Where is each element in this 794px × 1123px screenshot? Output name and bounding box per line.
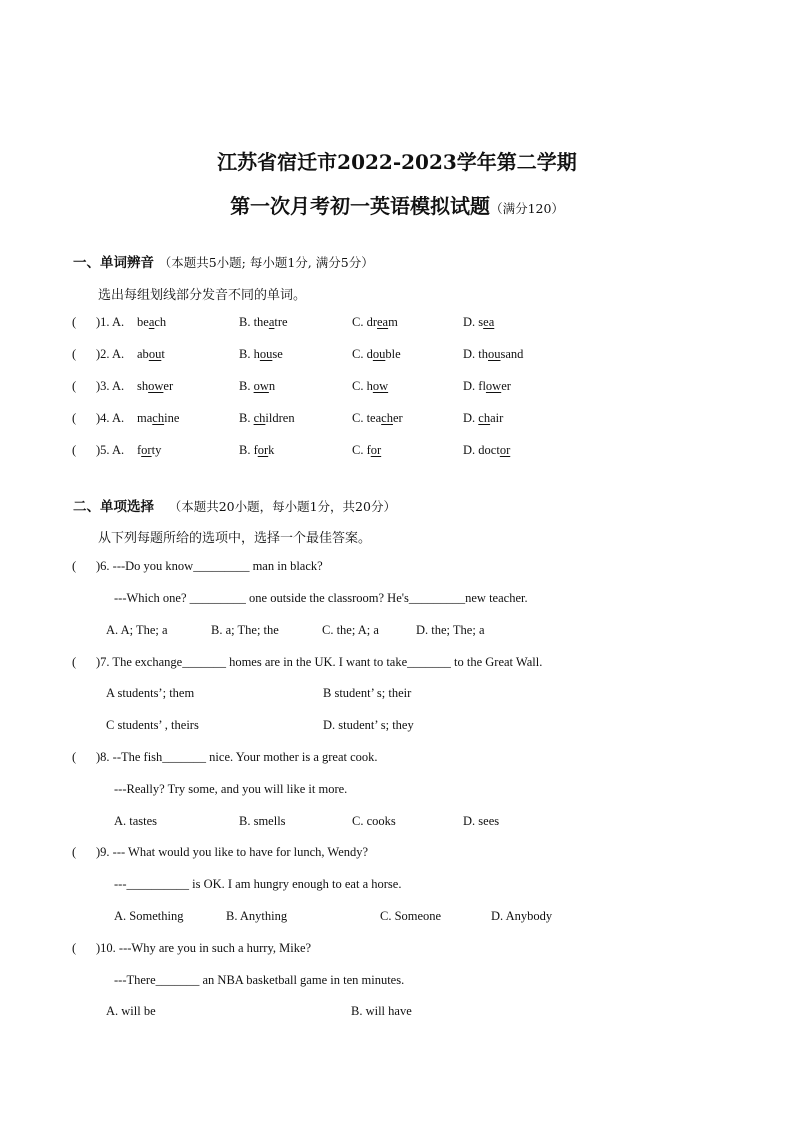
option-text-after: air — [490, 411, 504, 425]
option-a[interactable] — [137, 443, 161, 458]
underlined-sound: ow — [148, 379, 164, 393]
option-b[interactable] — [239, 347, 283, 362]
question-8-option-a[interactable]: A. tastes — [114, 814, 158, 828]
underlined-sound: ch — [381, 411, 393, 425]
option-text-after: sand — [500, 347, 524, 361]
option-d[interactable] — [463, 315, 494, 330]
option-text-after: ine — [164, 411, 180, 425]
option-text-after: tre — [274, 315, 288, 329]
option-a[interactable] — [137, 315, 166, 330]
exam-title-line2 — [0, 190, 794, 219]
option-b[interactable] — [239, 411, 295, 426]
option-text-after: ch — [154, 315, 167, 329]
option-text-before: C. d — [352, 347, 373, 361]
answer-paren: ( — [72, 845, 77, 859]
option-text-before: f — [137, 443, 142, 457]
option-text-before: B. f — [239, 443, 258, 457]
answer-paren: ( — [72, 411, 77, 425]
underlined-sound: a — [148, 315, 155, 329]
question-7-option-b[interactable]: B student’ s; their — [323, 686, 412, 700]
option-text-before: B. the — [239, 315, 269, 329]
option-text-after: er — [501, 379, 511, 393]
underlined-sound: ou — [259, 347, 273, 361]
option-text-after: t — [161, 347, 165, 361]
question-7-option-a[interactable]: A students’; them — [106, 686, 195, 700]
option-text-before: C. tea — [352, 411, 382, 425]
option-d[interactable] — [463, 379, 511, 394]
option-text-after: k — [268, 443, 275, 457]
option-text-before: be — [137, 315, 149, 329]
question-9-option-d[interactable]: D. Anybody — [491, 909, 553, 923]
question-6-option-c[interactable]: C. the; A; a — [322, 623, 379, 637]
question-9-stem: )9. --- What would you like to have for lunch, Wendy? — [96, 845, 369, 859]
underlined-sound: a — [268, 315, 275, 329]
option-b[interactable] — [239, 379, 275, 394]
option-a[interactable] — [137, 411, 179, 426]
option-c[interactable] — [352, 379, 388, 394]
question-10-option-a[interactable]: A. will be — [106, 1004, 156, 1018]
pronunciation-question-5 — [0, 443, 794, 463]
question-8-option-b[interactable]: B. smells — [239, 814, 286, 828]
underlined-sound: or — [499, 443, 511, 457]
pronunciation-question-3 — [0, 379, 794, 399]
option-text-after: ble — [385, 347, 401, 361]
option-text-after: ty — [151, 443, 162, 457]
option-text-before: D. th — [463, 347, 488, 361]
question-8-option-d[interactable]: D. sees — [463, 814, 500, 828]
question-8-line2: ---Really? Try some, and you will like it more. — [114, 782, 348, 796]
question-9-line2: ---__________ is OK. I am hungry enough to eat a horse. — [114, 877, 402, 891]
underlined-sound: ch — [478, 411, 491, 425]
option-c[interactable] — [352, 347, 401, 362]
section1-instruction: 选出每组划线部分发音不同的单词。 — [98, 288, 307, 303]
question-6-option-b[interactable]: B. a; The; the — [211, 623, 279, 637]
option-b[interactable] — [239, 443, 274, 458]
question-7-stem: )7. The exchange_______ homes are in the UK. I want to take_______ to the Great Wall. — [96, 655, 543, 669]
option-text-after: er — [392, 411, 403, 425]
section2-note: （本题共20小题，每小题1分，共20分） — [168, 499, 396, 514]
option-d[interactable] — [463, 411, 503, 426]
section1-title: 一、单词辨音 — [73, 255, 154, 271]
question-8-stem: )8. --The fish_______ nice. Your mother is a great cook. — [96, 750, 378, 764]
underlined-sound: ea — [377, 315, 389, 329]
option-d[interactable] — [463, 347, 523, 362]
option-b[interactable] — [239, 315, 288, 330]
option-text-before: B. h — [239, 347, 260, 361]
option-text-before: ma — [137, 411, 153, 425]
underlined-sound: ou — [148, 347, 162, 361]
section2-heading — [73, 495, 396, 515]
question-10-option-b[interactable]: B. will have — [351, 1004, 412, 1018]
question-number: )3. A. — [96, 379, 125, 393]
section1-heading — [73, 251, 374, 271]
answer-paren: ( — [72, 379, 77, 393]
option-a[interactable] — [137, 347, 165, 362]
underlined-sound: ea — [483, 315, 495, 329]
underlined-sound: ou — [488, 347, 501, 361]
question-9-option-c[interactable]: C. Someone — [380, 909, 442, 923]
answer-paren: ( — [72, 315, 77, 329]
underlined-sound: ch — [253, 411, 266, 425]
option-a[interactable] — [137, 379, 173, 394]
answer-paren: ( — [72, 655, 77, 669]
option-text-after: m — [388, 315, 398, 329]
underlined-sound: or — [141, 443, 152, 457]
question-7-option-d[interactable]: D. student’ s; they — [323, 718, 414, 732]
exam-total-score: （满分120） — [490, 201, 564, 216]
option-text-before: D. doct — [463, 443, 500, 457]
option-text-after: ildren — [265, 411, 295, 425]
underlined-sound: or — [257, 443, 269, 457]
answer-paren: ( — [72, 347, 77, 361]
underlined-sound: or — [370, 443, 382, 457]
answer-paren: ( — [72, 750, 77, 764]
option-text-before: C. dr — [352, 315, 377, 329]
option-text-before: D. s — [463, 315, 484, 329]
option-text-before: C. h — [352, 379, 373, 393]
option-text-after: n — [268, 379, 276, 393]
question-9-option-b[interactable]: B. Anything — [226, 909, 288, 923]
question-10-line2: ---There_______ an NBA basketball game in ten minutes. — [114, 973, 405, 987]
question-number: )2. A. — [96, 347, 125, 361]
pronunciation-question-4 — [0, 411, 794, 431]
underlined-sound: ow — [485, 379, 502, 393]
question-number: )5. A. — [96, 443, 125, 457]
answer-paren: ( — [72, 443, 77, 457]
section2-title: 二、单项选择 — [73, 499, 154, 515]
question-6-stem: )6. ---Do you know_________ man in black? — [96, 559, 323, 573]
question-number: )4. A. — [96, 411, 125, 425]
option-text-before: D. — [463, 411, 479, 425]
option-text-before: B. — [239, 411, 254, 425]
option-c[interactable] — [352, 315, 398, 330]
question-number: )1. A. — [96, 315, 125, 329]
option-d[interactable] — [463, 443, 510, 458]
option-text-after: se — [272, 347, 283, 361]
answer-paren: ( — [72, 941, 77, 955]
exam-title-line1: 江苏省宿迁市2022-2023学年第二学期 — [217, 150, 577, 174]
question-10-stem: )10. ---Why are you in such a hurry, Mike? — [96, 941, 312, 955]
exam-title-main: 第一次月考初一英语模拟试题 — [230, 194, 491, 218]
question-6-option-a[interactable]: A. A; The; a — [106, 623, 168, 637]
pronunciation-question-1 — [0, 315, 794, 335]
underlined-sound: ch — [152, 411, 165, 425]
option-text-before: ab — [137, 347, 149, 361]
question-9-option-a[interactable]: A. Something — [114, 909, 184, 923]
option-c[interactable] — [352, 443, 381, 458]
option-text-before: sh — [137, 379, 149, 393]
section2-instruction: 从下列每题所给的选项中，选择一个最佳答案。 — [98, 531, 372, 546]
option-text-after: er — [163, 379, 174, 393]
question-6-option-d[interactable]: D. the; The; a — [416, 623, 485, 637]
underlined-sound: ow — [253, 379, 269, 393]
option-text-before: C. f — [352, 443, 371, 457]
question-8-option-c[interactable]: C. cooks — [352, 814, 396, 828]
option-text-before: D. fl — [463, 379, 486, 393]
option-c[interactable] — [352, 411, 403, 426]
pronunciation-question-2 — [0, 347, 794, 367]
question-7-option-c[interactable]: C students’ , theirs — [106, 718, 199, 732]
option-text-before: B. — [239, 379, 254, 393]
underlined-sound: ou — [372, 347, 386, 361]
underlined-sound: ow — [372, 379, 389, 393]
answer-paren: ( — [72, 559, 77, 573]
section1-note: （本题共5小题; 每小题1分, 满分5分） — [158, 255, 374, 270]
question-6-line2: ---Which one? _________ one outside the classroom? He's_________new teacher. — [114, 591, 528, 605]
